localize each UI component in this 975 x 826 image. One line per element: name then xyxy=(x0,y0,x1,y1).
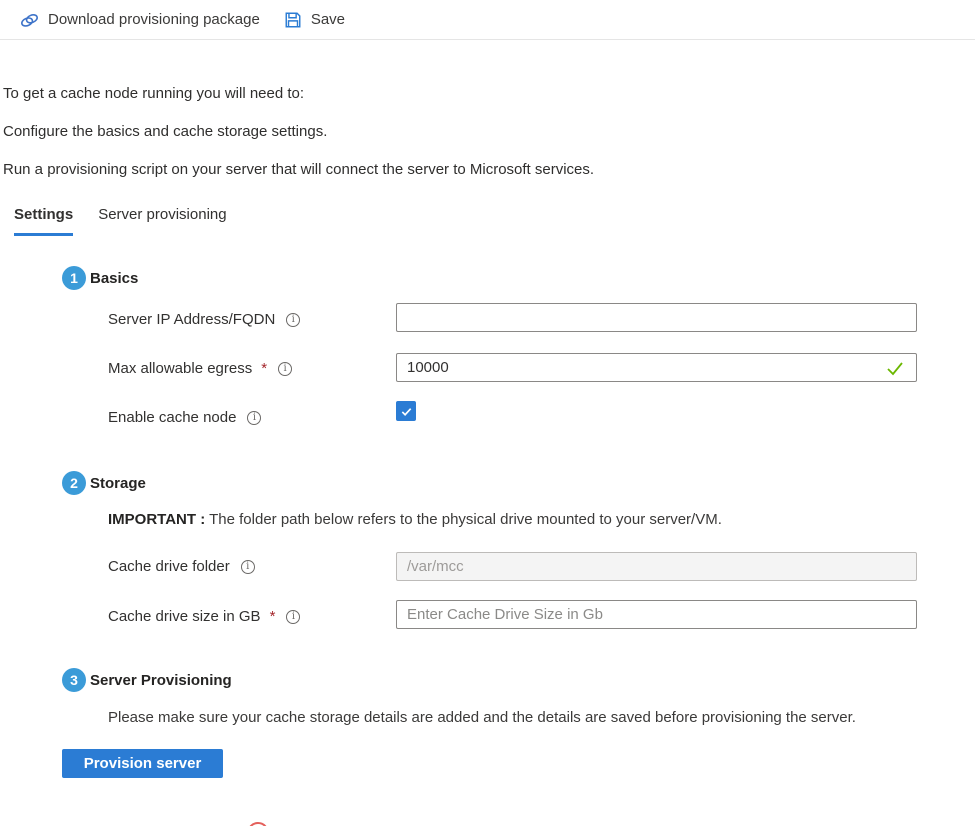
intro-line-1: To get a cache node running you will need to: xyxy=(3,85,305,102)
save-button[interactable] xyxy=(284,0,345,40)
server-ip-input[interactable] xyxy=(396,303,917,332)
important-label: IMPORTANT : xyxy=(108,511,206,528)
info-icon[interactable]: i xyxy=(286,313,300,327)
cache-drive-size-label: Cache drive size in GB * i xyxy=(108,608,300,625)
error-circle-partial xyxy=(247,822,269,826)
enable-cache-node-checkbox[interactable] xyxy=(396,401,416,421)
intro-line-3: Run a provisioning script on your server that will connect the server to Microsoft services. xyxy=(3,161,595,178)
info-icon[interactable]: i xyxy=(286,610,300,624)
info-icon[interactable]: i xyxy=(241,560,255,574)
save-icon xyxy=(284,11,302,29)
save-label: Save xyxy=(310,11,346,28)
provisioning-note: Please make sure your cache storage details are added and the details are saved before provisioning the server. xyxy=(108,709,856,726)
required-asterisk: * xyxy=(261,360,268,377)
valid-check-icon xyxy=(884,357,906,379)
server-ip-label: Server IP Address/FQDN i xyxy=(108,311,300,328)
command-bar xyxy=(0,0,975,40)
download-provisioning-package-label: Download provisioning package xyxy=(48,11,260,28)
cache-drive-size-input[interactable] xyxy=(396,600,917,629)
required-asterisk: * xyxy=(269,608,276,625)
intro-line-2: Configure the basics and cache storage settings. xyxy=(3,123,328,140)
step-3-badge: 3 xyxy=(62,668,86,692)
info-icon[interactable]: i xyxy=(247,411,261,425)
cache-drive-folder-label: Cache drive folder i xyxy=(108,558,255,575)
tab-server-provisioning[interactable]: Server provisioning xyxy=(98,206,227,223)
download-provisioning-package-button[interactable] xyxy=(20,0,260,40)
checkmark-icon xyxy=(400,405,413,418)
enable-cache-node-label: Enable cache node i xyxy=(108,409,261,426)
section-title-storage: Storage xyxy=(90,475,146,492)
step-1-badge: 1 xyxy=(62,266,86,290)
max-egress-label: Max allowable egress * i xyxy=(108,360,292,377)
section-title-basics: Basics xyxy=(90,270,139,287)
storage-important-note: IMPORTANT : The folder path below refers to the physical drive mounted to your server/VM. xyxy=(108,511,722,528)
provision-server-button[interactable]: Provision server xyxy=(62,749,223,778)
section-title-server-provisioning: Server Provisioning xyxy=(90,672,232,689)
step-2-badge: 2 xyxy=(62,471,86,495)
tab-bar xyxy=(14,206,227,236)
max-egress-input[interactable] xyxy=(396,353,917,382)
tab-settings[interactable]: Settings xyxy=(14,206,73,236)
cache-drive-folder-input xyxy=(396,552,917,581)
info-icon[interactable]: i xyxy=(278,362,292,376)
link-icon xyxy=(20,12,39,28)
